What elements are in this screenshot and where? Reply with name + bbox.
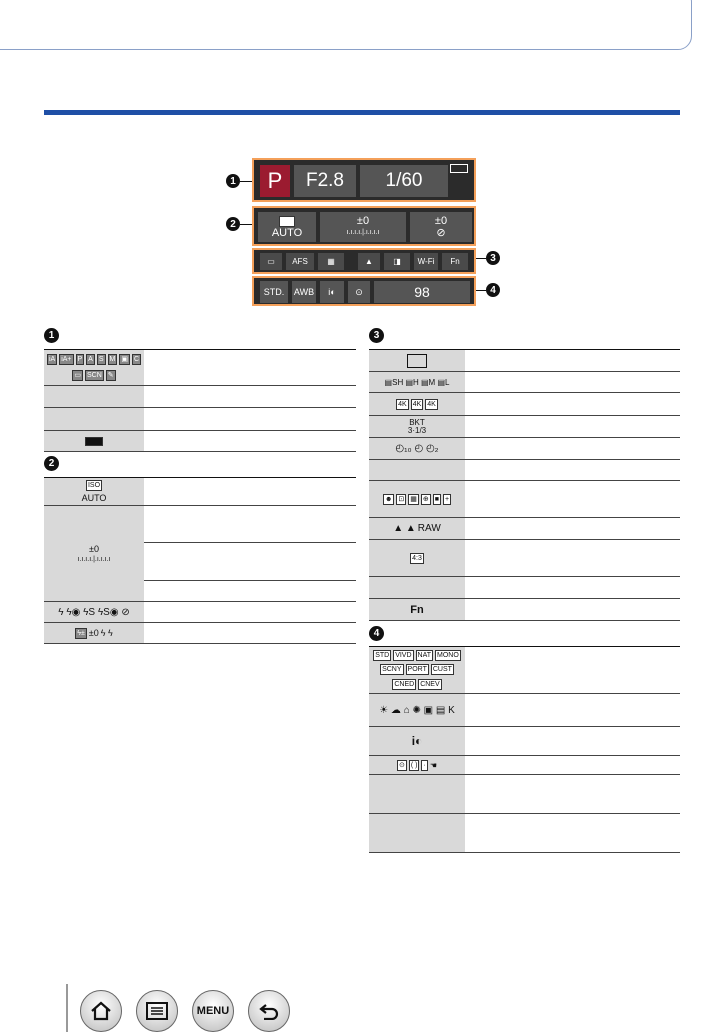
page-tab-frame [0,0,692,50]
flash-comp-value: ±0 [88,628,99,638]
drive-single-icon [407,354,427,368]
p-icon: P [77,355,83,363]
callout-line [476,290,486,291]
creative-video-icon: ▣ [121,355,128,363]
home-button[interactable] [80,990,122,1032]
section-4-table [369,646,680,853]
white-balance: AWB [292,281,316,303]
self-timer-icons-cell: ◴₁₀ ◴ ◴₂ [369,438,465,459]
home-icon [90,1001,112,1021]
flash-icons-cell: ϟ ϟ◉ ϟS ϟS◉ ⊘ [44,602,144,622]
fn-label: Fn [410,603,424,616]
custom-icon: C [133,355,140,363]
bkt-value: 3·1/3 [407,425,427,435]
section-1-number: 1 [44,328,59,343]
4k-photo-icons-cell: 4K 4K 4K [369,393,465,415]
callout-3: 3 [486,251,500,265]
exposure-value: ±0 [89,544,99,554]
m-icon: M [109,355,116,363]
table-row [369,694,680,727]
bkt-label: BKT [409,417,425,427]
callout-line [240,181,252,182]
mode-indicator: P [260,165,290,197]
table-row [369,350,680,372]
af-area-icons-cell: ☻ ⊡ ▦ ⊕ ■ + [369,481,465,517]
table-row [44,623,356,644]
iso-indicator [258,212,316,242]
table-row [44,408,356,431]
metering-icons-cell: ⊙ ( ) · ☚ [369,756,465,774]
back-button[interactable] [248,990,290,1032]
ia-plus-icon: iA+ [61,355,72,363]
section-3-table [369,349,680,621]
table-row [369,775,680,814]
photo-style-icons-cell: STD VIVD NAT MONO SCNY PORT CUST CNED CNEV [369,647,465,693]
s-icon: S [98,355,104,363]
table-row [369,727,680,756]
aspect-icon: 4:3 [412,554,422,562]
iso-icon: ISO [280,217,294,225]
photo-style: STD. [260,281,288,303]
section-2-number: 2 [44,456,59,471]
table-row [44,602,356,623]
menu-button[interactable] [192,990,234,1032]
metering-icon: ⊙ [348,281,370,303]
i-dynamic-icon: i◐ [369,727,465,755]
table-row [369,540,680,577]
table-row [369,372,680,393]
table-row [369,756,680,775]
battery-icon [85,437,103,446]
flash-off-icon: ⊘ [436,227,446,239]
table-row [369,647,680,694]
exposure-scale-icon: ı.ı.ı.ı.|.ı.ı.ı.ı [346,229,380,236]
table-row [369,460,680,481]
scene-icon: SCN [86,372,102,380]
section-2-table [44,477,356,644]
table-row [369,393,680,416]
fn-label: Fn [442,253,468,270]
display-row-4 [252,276,476,306]
table-row [369,599,680,621]
white-balance-icons-cell: ☀ ☁ ⌂ ✺ ▣ ▤ K [369,694,465,726]
af-mode: AFS [286,253,314,270]
table-row [44,478,356,506]
table-row [44,350,356,386]
nav-separator [66,984,68,1032]
table-row [369,416,680,438]
display-row-2 [252,206,476,246]
mode-icons-cell [44,350,144,385]
battery-icon [450,164,468,173]
table-row [44,506,356,602]
creative-icon: ✎ [107,372,114,380]
aperture-value: F2.8 [294,165,356,197]
exposure-indicator [320,212,406,242]
table-row [369,814,680,853]
burst-icons-cell: ▤SH ▤H ▤M ▤L [369,372,465,392]
iso-icon: ISO [87,482,101,489]
wifi-label: W-Fi [414,253,438,270]
menu-label-icon: MENU [196,1005,230,1017]
shutter-speed: 1/60 [360,165,448,197]
contents-button[interactable] [136,990,178,1032]
table-row [369,481,680,518]
display-row-1 [252,158,476,202]
flash-comp-icon: ϟ± [77,629,85,637]
callout-4: 4 [486,283,500,297]
iso-value: AUTO [81,493,107,503]
display-row-3 [252,248,476,274]
monitor-display-illustration [252,158,476,306]
table-row [369,518,680,540]
back-arrow-icon [258,1002,280,1020]
i-dynamic-icon: i◐ [320,281,344,303]
table-row [369,577,680,599]
section-title-rule [44,110,680,115]
iso-value: AUTO [271,226,303,239]
table-row [44,431,356,452]
flash-comp-value: ±0 [434,215,448,227]
flash-sync-icon: ϟ ϟ [100,628,113,638]
remaining-shots: 98 [374,281,470,303]
panorama-icon: ▭ [74,372,81,380]
callout-line [240,224,252,225]
raw-label: RAW [417,523,441,534]
flash-indicator [410,212,472,242]
callout-line [476,258,486,259]
exposure-scale-icon: ı.ı.ı.ı.|.ı.ı.ı.ı [77,556,111,563]
af-area-icon: ▦ [318,253,344,270]
a-icon: A [88,355,93,363]
list-icon [146,1002,168,1020]
exposure-value: ±0 [356,215,370,227]
section-4-number: 4 [369,626,384,641]
table-row [44,386,356,408]
aspect-icon: ◨ [384,253,410,270]
quality-icon: ▲ [358,253,380,270]
drive-single-icon: ▭ [260,253,282,270]
ia-icon: iA [48,355,56,363]
section-3-number: 3 [369,328,384,343]
callout-2: 2 [226,217,240,231]
quality-icons: ▲ ▲ [393,523,416,534]
table-row [369,438,680,460]
section-1-table [44,349,356,452]
callout-1: 1 [226,174,240,188]
